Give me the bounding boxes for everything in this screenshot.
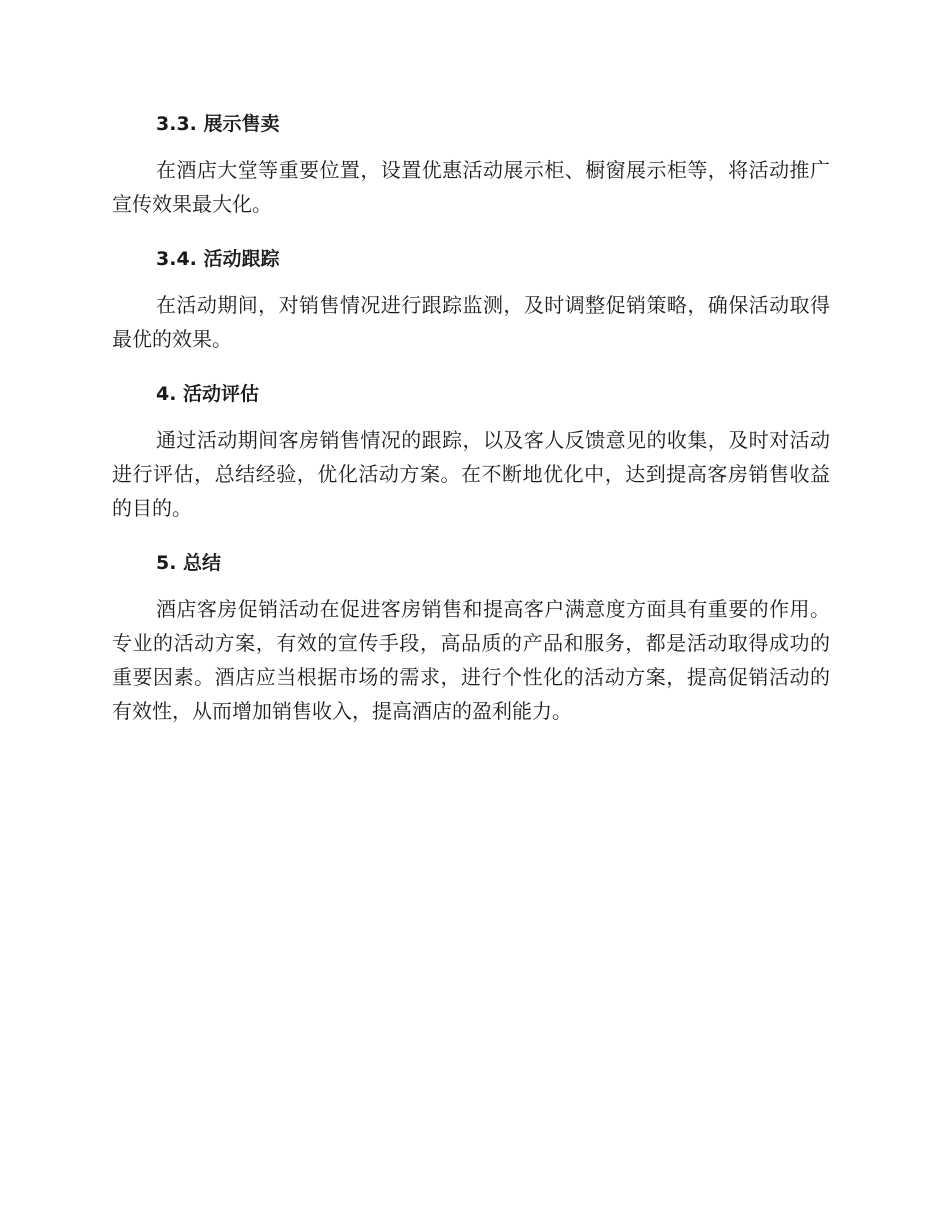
section-paragraph: 在活动期间，对销售情况进行跟踪监测，及时调整促销策略，确保活动取得最优的效果。 bbox=[112, 293, 830, 351]
section-heading: 3.4. 活动跟踪 bbox=[156, 248, 280, 270]
document-page bbox=[112, 108, 830, 750]
section-paragraph: 在酒店大堂等重要位置，设置优惠活动展示柜、橱窗展示柜等，将活动推广宣传效果最大化。 bbox=[112, 158, 830, 216]
section-summary bbox=[112, 547, 830, 728]
section-heading: 3.3. 展示售卖 bbox=[156, 113, 280, 135]
section-heading: 4. 活动评估 bbox=[156, 383, 260, 405]
section-paragraph: 酒店客房促销活动在促进客房销售和提高客户满意度方面具有重要的作用。专业的活动方案，有效的宣传手段，高品质的产品和服务，都是活动取得成功的重要因素。酒店应当根据市场的需求，进行个性化的活动方案，提高促销活动的有效性，从而增加销售收入，提高酒店的盈利能力。 bbox=[112, 597, 830, 723]
section-paragraph: 通过活动期间客房销售情况的跟踪，以及客人反馈意见的收集，及时对活动进行评估，总结经验，优化活动方案。在不断地优化中，达到提高客房销售收益的目的。 bbox=[112, 428, 830, 520]
section-activity-tracking bbox=[112, 243, 830, 356]
section-activity-evaluation bbox=[112, 378, 830, 525]
section-display-sales bbox=[112, 108, 830, 221]
section-heading: 5. 总结 bbox=[156, 552, 222, 574]
